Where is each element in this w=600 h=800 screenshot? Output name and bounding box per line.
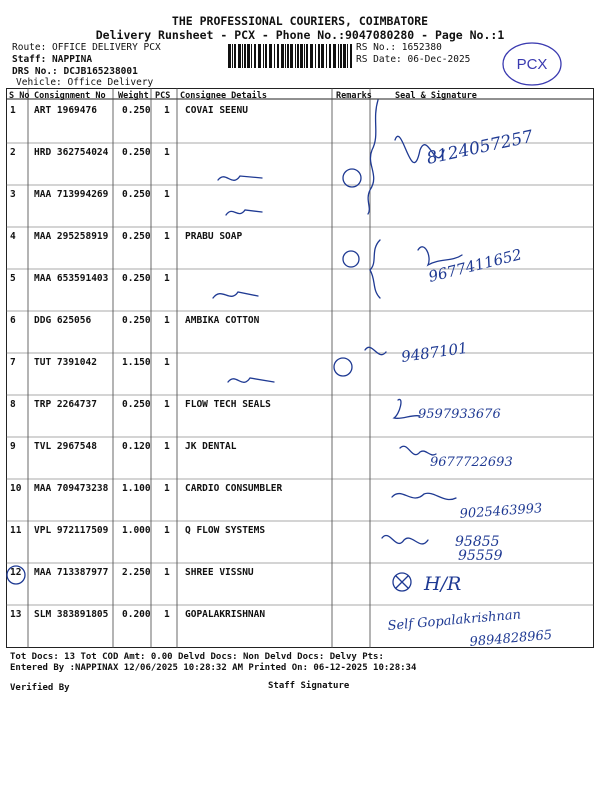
barcode-bar <box>238 44 241 68</box>
barcode-bar <box>338 44 339 68</box>
stamp-text: PCX <box>516 56 548 73</box>
col-seal: Seal & Signature <box>395 91 477 101</box>
row-consignment: HRD 362754024 <box>34 147 109 158</box>
barcode-bar <box>297 44 299 68</box>
row-pcs: 1 <box>164 357 170 368</box>
row-consignee: AMBIKA COTTON <box>185 315 260 326</box>
barcode-bar <box>244 44 246 68</box>
barcode-bar <box>285 44 286 68</box>
staff-signature-label: Staff Signature <box>268 681 350 691</box>
col-remarks: Remarks <box>336 91 372 101</box>
row-consignee: PRABU SOAP <box>185 231 243 242</box>
barcode-bar <box>304 44 305 68</box>
footer-entered-by: Entered By :NAPPINAX 12/06/2025 10:28:32 AM Printed On: 06-12-2025 10:28:34 <box>10 663 417 673</box>
barcode-bar <box>315 44 316 68</box>
col-pcs: PCS <box>155 91 171 101</box>
row-weight: 1.000 <box>122 525 151 536</box>
barcode <box>228 44 352 68</box>
row-weight: 0.250 <box>122 105 151 116</box>
row-weight: 0.250 <box>122 147 151 158</box>
vehicle-label: Vehicle: Office Delivery <box>16 77 154 88</box>
row-sno: 5 <box>10 273 16 284</box>
barcode-bar <box>277 44 279 68</box>
row-consignment: MAA 295258919 <box>34 231 109 242</box>
row-consignment: MAA 709473238 <box>34 483 109 494</box>
row-sno: 13 <box>10 609 22 620</box>
row-weight: 0.120 <box>122 441 151 452</box>
row-sno: 9 <box>10 441 16 452</box>
row-consignment: VPL 972117509 <box>34 525 109 536</box>
barcode-bar <box>228 44 231 68</box>
barcode-bar <box>263 44 264 68</box>
barcode-bar <box>350 44 352 68</box>
handwritten-mark-row12: H/R <box>424 573 462 595</box>
barcode-bar <box>329 44 331 68</box>
row-pcs: 1 <box>164 609 170 620</box>
pcx-stamp <box>500 40 564 88</box>
row-pcs: 1 <box>164 441 170 452</box>
row-consignment: TRP 2264737 <box>34 399 97 410</box>
barcode-bar <box>265 44 267 68</box>
handwritten-phone-row2: 8124057257 <box>424 126 535 169</box>
col-weight: Weight <box>118 91 149 101</box>
col-sno: S No <box>9 91 30 101</box>
verified-by-label: Verified By <box>10 683 70 693</box>
row-consignee: JK DENTAL <box>185 441 237 452</box>
row-sno: 3 <box>10 189 16 200</box>
row-weight: 1.100 <box>122 483 151 494</box>
barcode-bar <box>269 44 272 68</box>
row-weight: 0.250 <box>122 315 151 326</box>
barcode-bar <box>326 44 327 68</box>
barcode-bar <box>343 44 346 68</box>
handwritten-phone-row6: 9487101 <box>400 338 469 366</box>
handwritten-phone-row4: 9677411652 <box>426 245 524 286</box>
rs-date: RS Date: 06-Dec-2025 <box>356 54 471 65</box>
row-consignee: GOPALAKRISHNAN <box>185 609 266 620</box>
row-weight: 0.250 <box>122 231 151 242</box>
barcode-bar <box>254 44 256 68</box>
row-sno: 1 <box>10 105 16 116</box>
barcode-bar <box>295 44 296 68</box>
handwritten-number-row11-a: 95855 <box>455 534 500 550</box>
barcode-bar <box>247 44 250 68</box>
row-consignment: MAA 713994269 <box>34 189 109 200</box>
barcode-bar <box>321 44 324 68</box>
row-sno: 6 <box>10 315 16 326</box>
row-consignee: CARDIO CONSUMBLER <box>185 483 283 494</box>
row-weight: 0.250 <box>122 273 151 284</box>
row-weight: 0.250 <box>122 399 151 410</box>
row-weight: 2.250 <box>122 567 151 578</box>
barcode-bar <box>340 44 342 68</box>
row-pcs: 1 <box>164 105 170 116</box>
row-consignment: DDG 625056 <box>34 315 92 326</box>
row-pcs: 1 <box>164 399 170 410</box>
row-consignment: ART 1969476 <box>34 105 97 116</box>
barcode-bar <box>281 44 284 68</box>
row-sno: 2 <box>10 147 16 158</box>
barcode-bar <box>242 44 243 68</box>
row-sno: 12 <box>10 567 22 578</box>
row-consignment: MAA 653591403 <box>34 273 109 284</box>
footer-totals: Tot Docs: 13 Tot COD Amt: 0.00 Delvd Docs: Non Delvd Docs: Delvy Pts: <box>10 652 384 662</box>
row-consignee: COVAI SEENU <box>185 105 248 116</box>
row-pcs: 1 <box>164 273 170 284</box>
row-consignee: FLOW TECH SEALS <box>185 399 271 410</box>
staff-label: Staff: NAPPINA <box>12 54 93 65</box>
row-sno: 4 <box>10 231 16 242</box>
barcode-bar <box>333 44 336 68</box>
barcode-bar <box>234 44 236 68</box>
col-consignment: Consignment No <box>34 91 106 101</box>
row-consignment: TUT 7391042 <box>34 357 97 368</box>
row-pcs: 1 <box>164 567 170 578</box>
barcode-bar <box>258 44 261 68</box>
barcode-bar <box>318 44 320 68</box>
row-consignee: Q FLOW SYSTEMS <box>185 525 266 536</box>
rs-number: RS No.: 1652380 <box>356 42 442 53</box>
row-pcs: 1 <box>164 147 170 158</box>
row-consignee: SHREE VISSNU <box>185 567 254 578</box>
handwritten-name-row13: Self Gopalakrishnan <box>387 607 522 634</box>
row-weight: 0.250 <box>122 189 151 200</box>
row-consignment: SLM 383891805 <box>34 609 109 620</box>
drs-label: DRS No.: DCJB165238001 <box>12 66 138 77</box>
row-weight: 1.150 <box>122 357 151 368</box>
barcode-bar <box>232 44 233 68</box>
row-consignment: TVL 2967548 <box>34 441 97 452</box>
runsheet-table <box>6 88 594 648</box>
row-weight: 0.200 <box>122 609 151 620</box>
barcode-bar <box>300 44 303 68</box>
handwritten-number-row11-b: 95559 <box>458 548 503 564</box>
handwritten-phone-row9: 9677722693 <box>430 455 513 470</box>
route-label: Route: OFFICE DELIVERY PCX <box>12 42 161 53</box>
barcode-bar <box>290 44 293 68</box>
row-sno: 7 <box>10 357 16 368</box>
handwritten-phone-row10: 9025463993 <box>459 501 543 522</box>
row-pcs: 1 <box>164 525 170 536</box>
runsheet-title: Delivery Runsheet - PCX - Phone No.:9047080280 - Page No.:1 <box>95 28 505 42</box>
row-pcs: 1 <box>164 231 170 242</box>
barcode-bar <box>251 44 252 68</box>
barcode-bar <box>274 44 275 68</box>
row-pcs: 1 <box>164 483 170 494</box>
row-pcs: 1 <box>164 189 170 200</box>
row-pcs: 1 <box>164 315 170 326</box>
barcode-bar <box>287 44 289 68</box>
barcode-bar <box>310 44 313 68</box>
company-name: THE PROFESSIONAL COURIERS, COIMBATORE <box>171 14 429 28</box>
row-consignment: MAA 713387977 <box>34 567 109 578</box>
row-sno: 11 <box>10 525 22 536</box>
col-consignee: Consignee Details <box>180 91 267 101</box>
row-sno: 10 <box>10 483 22 494</box>
barcode-bar <box>306 44 308 68</box>
handwritten-phone-row13: 9894828965 <box>469 627 553 650</box>
barcode-bar <box>347 44 348 68</box>
handwritten-phone-row8: 9597933676 <box>418 407 501 422</box>
row-sno: 8 <box>10 399 16 410</box>
